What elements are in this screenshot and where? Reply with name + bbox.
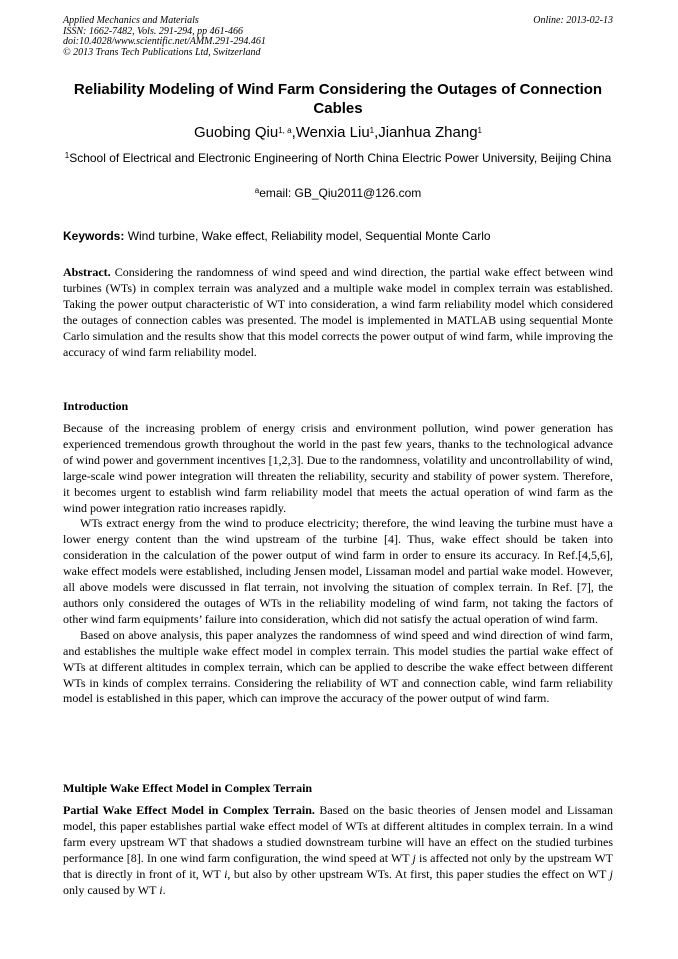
text-run: , but also by other upstream WTs. At first, this paper studies the effect on WT — [227, 866, 610, 881]
paper-title: Reliability Modeling of Wind Farm Considering the Outages of Connection Cables — [73, 81, 603, 117]
subsection-label: Partial Wake Effect Model in Complex Terrain. — [63, 803, 315, 817]
keywords-label: Keywords: — [63, 229, 125, 243]
journal-issn: ISSN: 1662-7482, Vols. 291-294, pp 461-466 — [63, 25, 243, 37]
journal-name: Applied Mechanics and Materials — [63, 15, 199, 26]
author-name: Wenxia Liu — [295, 124, 370, 141]
affiliation-mark: 1 — [64, 151, 70, 160]
text-run: is affected not only by the upstream WT that is directly in front of it, WT — [63, 850, 613, 881]
paragraph: Because of the increasing problem of energy crisis and environment pollution, wind power generation has experienced tremendous growth throughout the world in the past few years, thanks to the technological advance of wind power and government incentives [1,2,3]. Due to the randomness, volatility and uncontrollability of wind, large-scale wind power integration will threaten the reliability, security and stability of power system. Therefore, it becomes urgent to establish wind farm reliability model that meets the actual operation of wind farm as the wind power integration ratio increases rapidly. — [63, 421, 613, 515]
text-run: only caused by WT — [63, 882, 160, 897]
abstract-text: Considering the randomness of wind speed and wind direction, the partial wake effect between wind turbines (WTs) in complex terrain was analyzed and a multiple wake model in complex terrain was established. Taking the power output characteristic of WT into consideration, a wind farm reliability model which considered the outages of connection cables was presented. The model is implemented in MATLAB using sequential Monte Carlo simulation and the results show that this model corrects the power output of wind farm, while improving the accuracy of wind farm reliability model. — [63, 265, 613, 359]
affiliation-text: School of Electrical and Electronic Engineering of North China Electric Power University, Beijing China — [69, 151, 612, 165]
math-var: j — [412, 850, 416, 865]
email-text: email: GB_Qiu2011@126.com — [259, 186, 422, 200]
author-name: Guobing Qiu — [193, 124, 279, 141]
math-var: j — [609, 866, 613, 881]
math-var: i — [159, 882, 163, 897]
author-list: Guobing Qiu$^{1, a}$,Wenxia Liu$^1$,Jianhua Zhang$^1$ — [193, 124, 482, 141]
paragraph: WTs extract energy from the wind to produce electricity; therefore, the wind leaving the turbine must have a lower energy content than the wind upstream of the turbine [4]. Thus, wake effect should be taken into consideration in the calculation of the power output of wind farm in order to ensure its accuracy. In Ref.[4,5,6], wake effect models were established, including Jensen model, Lissaman model and partial wake model. However, all above models were discussed in flat terrain, not involving the situation of complex terrain. In Ref. [7], the authors only considered the outages of WTs in the reliability modeling of wind farm, not taking the factors of other wind farm equipments’ failure into consideration, which did not satisfy the actual operation of wind farm. — [63, 516, 613, 626]
keywords — [63, 229, 613, 243]
introduction-body — [63, 421, 613, 707]
math-var: i — [224, 866, 228, 881]
author-affiliation-mark: 1, a — [278, 126, 292, 135]
author-name: Jianhua Zhang — [378, 124, 478, 141]
email-mark: a — [254, 186, 260, 195]
text-run: Based on the basic theories of Jensen model and Lissaman model, this paper establishes partial wake effect model of WTs at different altitudes in complex terrain. In a wind farm every upstream WT that shadows a studied downstream turbine will have an effect on the studied turbines performance [8]. In one wind farm configuration, the wind speed at WT — [63, 803, 613, 865]
section-heading-multiple-wake: Multiple Wake Effect Model in Complex Terrain — [63, 781, 313, 795]
abstract-label: Abstract. — [63, 265, 111, 279]
journal-header — [63, 16, 613, 58]
text-run: . — [162, 882, 166, 897]
section2-body — [63, 803, 613, 898]
affiliation — [63, 150, 613, 166]
paragraph: Based on above analysis, this paper analyzes the randomness of wind speed and wind direction of wind farm, and establishes the multiple wake effect model in complex terrain. This model studies the partial wake effect of WTs at different altitudes in complex terrain, which can be applied to describe the wake effect between different WTs in kinds of complex terrains. Considering the reliability of WT and connection cable, wind farm reliability model is established in this paper, which can improve the accuracy of the power output of wind farm. — [63, 627, 613, 706]
online-date: Online: 2013-02-13 — [533, 15, 613, 26]
author-affiliation-mark: 1 — [477, 126, 482, 135]
section-heading-introduction: Introduction — [63, 399, 129, 413]
author-email — [63, 186, 613, 200]
abstract — [63, 265, 613, 360]
keywords-text: Wind turbine, Wake effect, Reliability model, Sequential Monte Carlo — [124, 229, 491, 243]
author-affiliation-mark: 1 — [369, 126, 375, 135]
journal-copyright: © 2013 Trans Tech Publications Ltd, Switzerland — [63, 46, 261, 58]
journal-doi: doi:10.4028/www.scientific.net/AMM.291-294.461 — [63, 36, 266, 47]
